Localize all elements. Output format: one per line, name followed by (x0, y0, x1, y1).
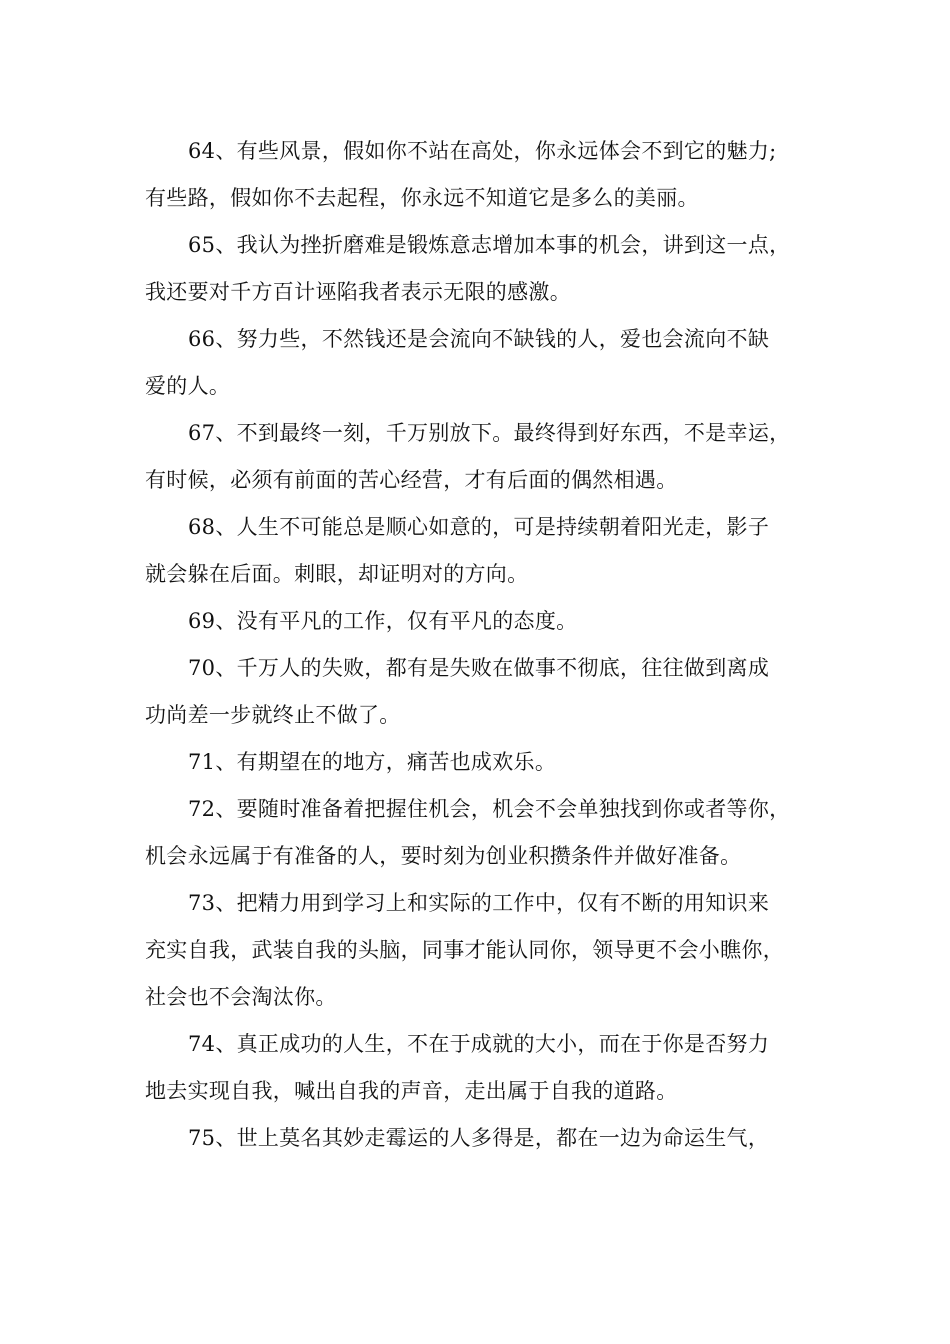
paragraph-66 (145, 316, 825, 410)
paragraph-line: 有些路，假如你不去起程，你永远不知道它是多么的美丽。 (145, 186, 699, 210)
paragraph-line: 74、真正成功的人生，不在于成就的大小，而在于你是否努力 (188, 1032, 770, 1056)
paragraph-line: 有时候，必须有前面的苦心经营，才有后面的偶然相遇。 (145, 468, 678, 492)
paragraph-line: 71、有期望在的地方，痛苦也成欢乐。 (188, 750, 557, 774)
paragraph-line: 64、有些风景，假如你不站在高处，你永远体会不到它的魅力; (188, 139, 777, 163)
paragraph-line: 就会躲在后面。刺眼，却证明对的方向。 (145, 562, 529, 586)
paragraph-73 (145, 880, 825, 1021)
paragraph-line: 充实自我，武装自我的头脑，同事才能认同你，领导更不会小瞧你， (145, 938, 784, 962)
paragraph-line: 73、把精力用到学习上和实际的工作中，仅有不断的用知识来 (188, 891, 770, 915)
paragraph-line: 爱的人。 (145, 374, 231, 398)
paragraph-line: 我还要对千方百计诬陷我者表示无限的感激。 (145, 280, 571, 304)
paragraph-72 (145, 786, 825, 880)
document-body (145, 128, 825, 1162)
paragraph-line: 75、世上莫名其妙走霉运的人多得是，都在一边为命运生气， (188, 1126, 770, 1150)
paragraph-67 (145, 410, 825, 504)
paragraph-75 (145, 1115, 825, 1162)
paragraph-line: 69、没有平凡的工作，仅有平凡的态度。 (188, 609, 578, 633)
paragraph-line: 68、人生不可能总是顺心如意的，可是持续朝着阳光走，影子 (188, 515, 770, 539)
paragraph-line: 地去实现自我，喊出自我的声音，走出属于自我的道路。 (145, 1079, 678, 1103)
paragraph-65 (145, 222, 825, 316)
paragraph-line: 67、不到最终一刻，千万别放下。最终得到好东西，不是幸运， (188, 421, 791, 445)
paragraph-71 (145, 739, 825, 786)
paragraph-line: 66、努力些，不然钱还是会流向不缺钱的人，爱也会流向不缺 (188, 327, 770, 351)
paragraph-line: 社会也不会淘汰你。 (145, 985, 337, 1009)
paragraph-64 (145, 128, 825, 222)
paragraph-line: 72、要随时准备着把握住机会，机会不会单独找到你或者等你， (188, 797, 791, 821)
paragraph-68 (145, 504, 825, 598)
paragraph-line: 机会永远属于有准备的人，要时刻为创业积攒条件并做好准备。 (145, 844, 742, 868)
paragraph-74 (145, 1021, 825, 1115)
paragraph-line: 65、我认为挫折磨难是锻炼意志增加本事的机会，讲到这一点， (188, 233, 791, 257)
paragraph-line: 功尚差一步就终止不做了。 (145, 703, 401, 727)
paragraph-line: 70、千万人的失败，都有是失败在做事不彻底，往往做到离成 (188, 656, 770, 680)
paragraph-70 (145, 645, 825, 739)
paragraph-69 (145, 598, 825, 645)
